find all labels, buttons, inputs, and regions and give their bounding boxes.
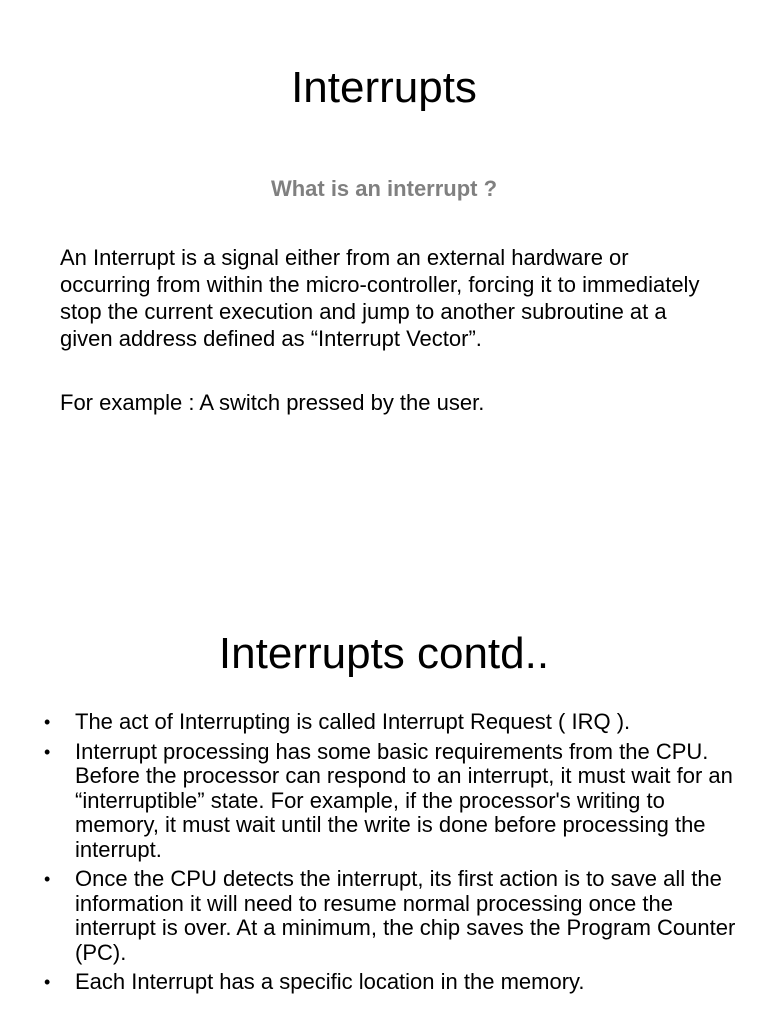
list-item	[0, 970, 768, 995]
slide-title: Interrupts	[291, 63, 477, 112]
list-item	[0, 710, 768, 735]
bullet-text: Once the CPU detects the interrupt, its first action is to save all the information it will need to resume normal processing once the interrupt is over. At a minimum, the chip saves the Program Counter (PC).	[75, 866, 736, 965]
slide-title: Interrupts contd..	[218, 629, 550, 678]
slide-subtitle: What is an interrupt ?	[270, 176, 498, 201]
bullet-icon: •	[44, 972, 51, 992]
list-item	[0, 740, 768, 863]
bullet-icon: •	[44, 712, 51, 732]
bullet-text: Each Interrupt has a specific location in the memory.	[75, 969, 585, 994]
bullet-icon: •	[44, 869, 51, 889]
bullet-icon: •	[44, 741, 51, 762]
slide-interrupts-contd	[0, 560, 768, 1024]
example-paragraph: For example : A switch pressed by the user.	[60, 390, 485, 415]
list-item	[0, 867, 768, 965]
bullet-list	[0, 710, 768, 1000]
bullet-text: The act of Interrupting is called Interrupt Request ( IRQ ).	[75, 709, 631, 734]
definition-paragraph: An Interrupt is a signal either from an external hardware or occurring from within the micro-controller, forcing it to immediately stop the current execution and jump to another subroutine at a given address defined as “Interrupt Vector”.	[60, 245, 700, 351]
bullet-text: Interrupt processing has some basic requirements from the CPU. Before the processor can respond to an interrupt, it must wait for an “interruptible” state. For example, if the processor's writing to memory, it must wait until the write is done before processing the interrupt.	[75, 738, 733, 862]
